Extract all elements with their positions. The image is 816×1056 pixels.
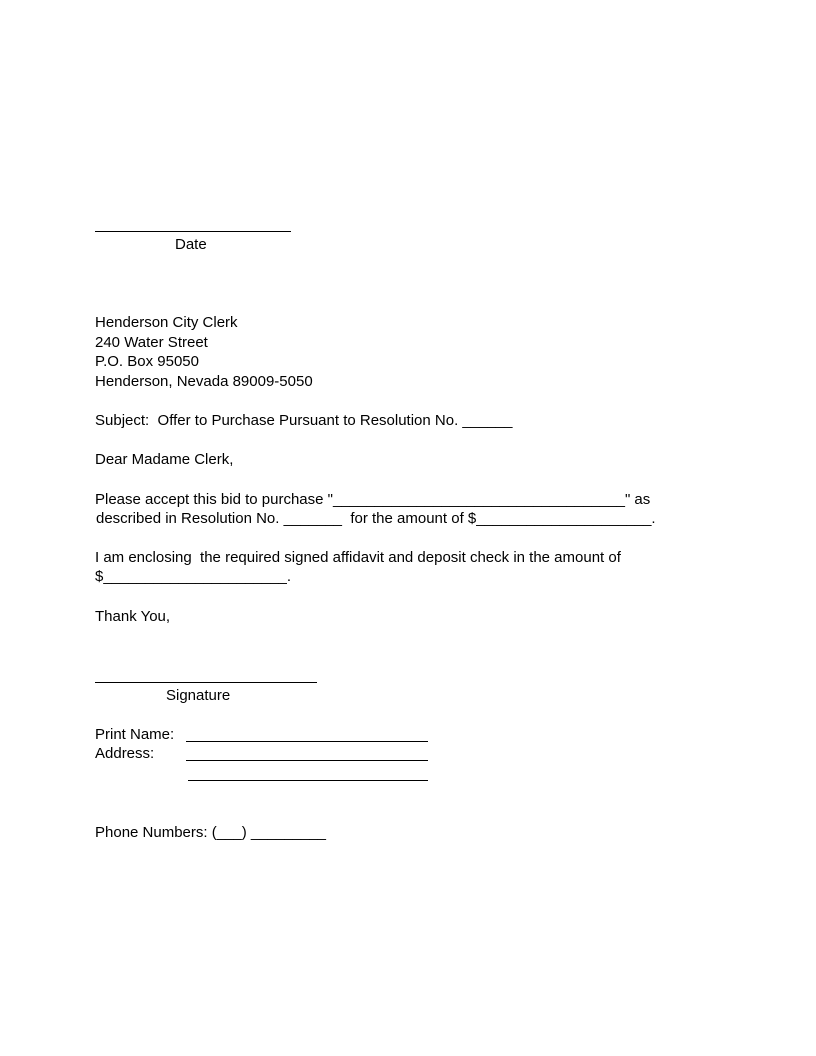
salutation: Dear Madame Clerk, <box>95 451 234 468</box>
signature-line <box>95 682 317 683</box>
subject-line: Subject: Offer to Purchase Pursuant to Resolution No. ______ <box>95 412 513 429</box>
recipient-po-box: P.O. Box 95050 <box>95 353 199 370</box>
enclosure-line-1: I am enclosing the required signed affidavit and deposit check in the amount of <box>95 549 621 566</box>
date-line <box>95 231 291 232</box>
address-line-2[interactable] <box>188 780 428 781</box>
bid-line-2: described in Resolution No. _______ for the amount of $_____________________. <box>96 510 656 527</box>
recipient-street: 240 Water Street <box>95 334 208 351</box>
closing: Thank You, <box>95 608 171 625</box>
bid-line-1: Please accept this bid to purchase "___________________________________" as <box>95 491 651 508</box>
address-label: Address: <box>95 745 155 762</box>
print-name-label: Print Name: <box>95 726 175 743</box>
recipient-city-state-zip: Henderson, Nevada 89009-5050 <box>95 373 313 390</box>
enclosure-line-2: $______________________. <box>95 568 292 585</box>
address-line-1[interactable] <box>186 760 428 761</box>
phone-numbers-line: Phone Numbers: (___) _________ <box>95 824 326 841</box>
print-name-line[interactable] <box>186 741 428 742</box>
signature-caption: Signature <box>166 687 231 704</box>
recipient-name: Henderson City Clerk <box>95 314 238 331</box>
date-caption: Date <box>175 236 207 253</box>
